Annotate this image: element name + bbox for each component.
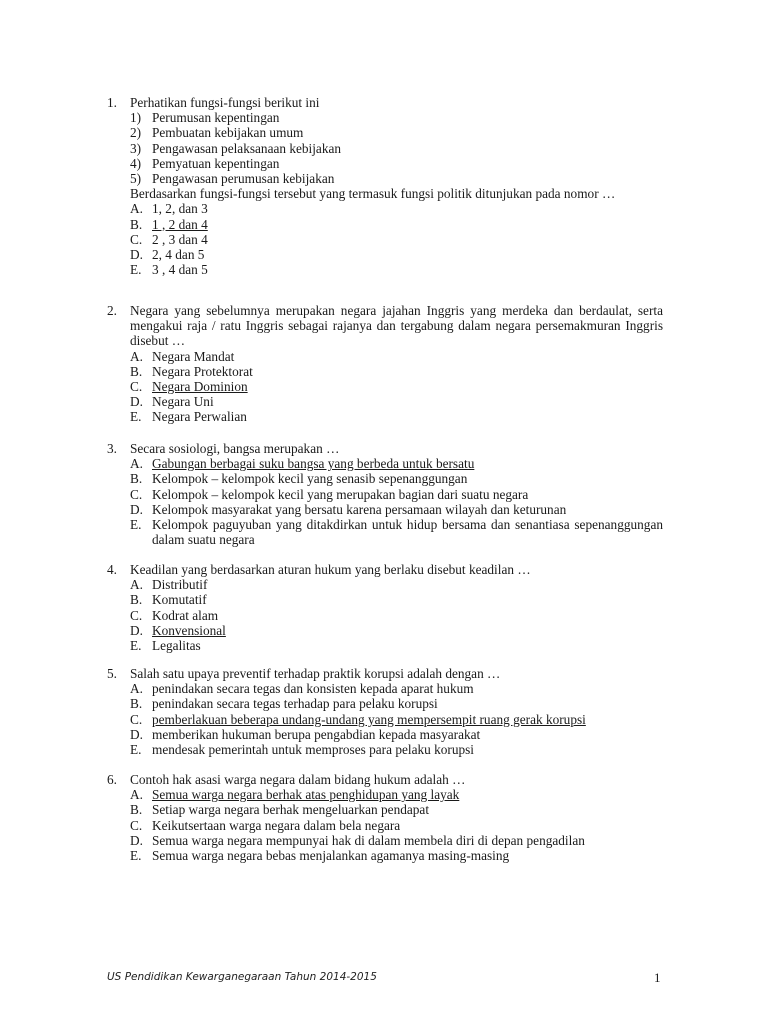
answer-option <box>130 502 663 517</box>
question-stem: Contoh hak asasi warga negara dalam bidang hukum adalah … <box>130 772 466 787</box>
option-text: 3 , 4 dan 5 <box>152 262 208 278</box>
option-text: penindakan secara tegas terhadap para pelaku korupsi <box>152 696 438 712</box>
option-letter: E. <box>130 517 142 533</box>
answer-option <box>130 201 663 216</box>
answer-option <box>130 577 663 592</box>
option-letter: B. <box>130 363 143 379</box>
question-number: 2. <box>107 303 117 318</box>
answer-option <box>130 848 663 863</box>
option-text: Negara Mandat <box>152 348 235 364</box>
option-text: Kelompok masyarakat yang bersatu karena persamaan wilayah dan keturunan <box>152 501 567 517</box>
option-letter: B. <box>130 696 143 712</box>
option-letter: B. <box>130 216 143 232</box>
option-text: Negara Protektorat <box>152 363 253 379</box>
option-text: memberikan hukuman berupa pengabdian kepada masyarakat <box>152 726 481 742</box>
option-text: Komutatif <box>152 592 207 608</box>
question-number: 4. <box>107 562 117 577</box>
question-1 <box>107 95 663 277</box>
list-item <box>130 171 663 186</box>
option-letter: A. <box>130 681 143 697</box>
question-stem-continuation: Berdasarkan fungsi-fungsi tersebut yang termasuk fungsi politik ditunjukan pada nomor … <box>130 186 616 202</box>
question-5 <box>107 666 663 757</box>
answer-option <box>130 247 663 262</box>
option-text: Kelompok – kelompok kecil yang merupakan bagian dari suatu negara <box>152 486 529 502</box>
item-text: Pengawasan pelaksanaan kebijakan <box>152 140 342 156</box>
option-letter: D. <box>130 501 143 517</box>
answer-option <box>130 787 663 802</box>
option-text-correct: Konvensional <box>152 622 226 638</box>
item-label: 5) <box>130 171 142 187</box>
option-letter: E. <box>130 638 142 654</box>
item-label: 3) <box>130 140 142 156</box>
option-letter: B. <box>130 802 143 818</box>
item-text: Pengawasan perumusan kebijakan <box>152 171 335 187</box>
answer-option <box>130 517 663 547</box>
option-text: Semua warga negara bebas menjalankan agamanya masing-masing <box>152 848 510 864</box>
answer-option <box>130 487 663 502</box>
answer-option <box>130 818 663 833</box>
option-text: Kodrat alam <box>152 607 219 623</box>
option-text: penindakan secara tegas dan konsisten kepada aparat hukum <box>152 681 474 697</box>
option-text: Negara Uni <box>152 394 214 410</box>
answer-option <box>130 471 663 486</box>
question-stem: Perhatikan fungsi-fungsi berikut ini <box>130 95 320 110</box>
answer-option <box>130 217 663 232</box>
item-text: Perumusan kepentingan <box>152 110 280 126</box>
option-letter: C. <box>130 379 143 395</box>
option-letter: E. <box>130 848 142 864</box>
option-text: Negara Perwalian <box>152 409 247 425</box>
option-letter: C. <box>130 231 143 247</box>
option-text-correct: pemberlakuan beberapa undang-undang yang mempersempit ruang gerak korupsi <box>152 711 586 727</box>
item-label: 4) <box>130 155 142 171</box>
answer-option <box>130 262 663 277</box>
answer-option <box>130 364 663 379</box>
question-4 <box>107 562 663 653</box>
option-text: Semua warga negara mempunyai hak di dalam membela diri di depan pengadilan <box>152 832 585 848</box>
answer-option <box>130 742 663 757</box>
question-number: 5. <box>107 666 117 681</box>
question-6 <box>107 772 663 863</box>
question-2 <box>107 303 663 425</box>
question-stem: Keadilan yang berdasarkan aturan hukum yang berlaku disebut keadilan … <box>130 562 531 577</box>
item-text: Pemyatuan kepentingan <box>152 155 280 171</box>
option-text: Distributif <box>152 577 208 593</box>
option-letter: E. <box>130 742 142 758</box>
answer-option <box>130 379 663 394</box>
option-letter: D. <box>130 247 143 263</box>
option-letter: A. <box>130 348 143 364</box>
answer-option <box>130 802 663 817</box>
question-number: 3. <box>107 441 117 456</box>
option-letter: C. <box>130 817 143 833</box>
option-text: Keikutsertaan warga negara dalam bela negara <box>152 817 401 833</box>
answer-option <box>130 712 663 727</box>
option-text: 2 , 3 dan 4 <box>152 231 208 247</box>
option-text: 2, 4 dan 5 <box>152 247 205 263</box>
option-text-correct: Semua warga negara berhak atas penghidupan yang layak <box>152 787 460 803</box>
option-letter: D. <box>130 726 143 742</box>
option-text: Kelompok – kelompok kecil yang senasib sepenanggungan <box>152 471 468 487</box>
list-item <box>130 156 663 171</box>
option-letter: C. <box>130 486 143 502</box>
option-letter: D. <box>130 832 143 848</box>
question-number: 6. <box>107 772 117 787</box>
item-label: 2) <box>130 125 142 141</box>
answer-option <box>130 681 663 696</box>
option-text: mendesak pemerintah untuk memproses para pelaku korupsi <box>152 742 474 758</box>
answer-option <box>130 394 663 409</box>
option-letter: E. <box>130 262 142 278</box>
option-text: Setiap warga negara berhak mengeluarkan pendapat <box>152 802 430 818</box>
option-text: Kelompok paguyuban yang ditakdirkan untuk hidup bersama dan senantiasa sepenanggungan dalam suatu negara <box>152 517 663 548</box>
answer-option <box>130 349 663 364</box>
option-letter: E. <box>130 409 142 425</box>
option-text: 1, 2, dan 3 <box>152 201 208 217</box>
list-item <box>130 141 663 156</box>
answer-option <box>130 232 663 247</box>
list-item <box>130 125 663 140</box>
option-letter: C. <box>130 607 143 623</box>
answer-option <box>130 727 663 742</box>
page-number: 1 <box>654 970 661 985</box>
option-letter: A. <box>130 201 143 217</box>
footer-title: US Pendidikan Kewarganegaraan Tahun 2014-2015 <box>107 971 377 983</box>
answer-option <box>130 638 663 653</box>
option-letter: B. <box>130 471 143 487</box>
list-item <box>130 110 663 125</box>
question-3 <box>107 441 663 547</box>
answer-option <box>130 456 663 471</box>
option-text: Legalitas <box>152 638 201 654</box>
answer-option <box>130 623 663 638</box>
answer-option <box>130 592 663 607</box>
option-text-correct: Gabungan berbagai suku bangsa yang berbeda untuk bersatu <box>152 456 475 472</box>
question-number: 1. <box>107 95 117 110</box>
option-letter: D. <box>130 622 143 638</box>
option-letter: A. <box>130 787 143 803</box>
option-letter: A. <box>130 577 143 593</box>
item-label: 1) <box>130 110 142 126</box>
answer-option <box>130 409 663 424</box>
option-letter: C. <box>130 711 143 727</box>
question-stem: Secara sosiologi, bangsa merupakan … <box>130 441 340 456</box>
option-letter: B. <box>130 592 143 608</box>
option-letter: A. <box>130 456 143 472</box>
question-stem: Negara yang sebelumnya merupakan negara jajahan Inggris yang merdeka dan berdaulat, serta mengakui raja / ratu Inggris sebagai rajanya dan tergabung dalam negara persemakmuran Inggris disebut … <box>130 303 663 349</box>
option-text-correct: 1 , 2 dan 4 <box>152 216 208 232</box>
option-text-correct: Negara Dominion <box>152 379 248 395</box>
item-text: Pembuatan kebijakan umum <box>152 125 304 141</box>
option-letter: D. <box>130 394 143 410</box>
answer-option <box>130 696 663 711</box>
answer-option <box>130 833 663 848</box>
answer-option <box>130 608 663 623</box>
question-stem: Salah satu upaya preventif terhadap praktik korupsi adalah dengan … <box>130 666 501 681</box>
